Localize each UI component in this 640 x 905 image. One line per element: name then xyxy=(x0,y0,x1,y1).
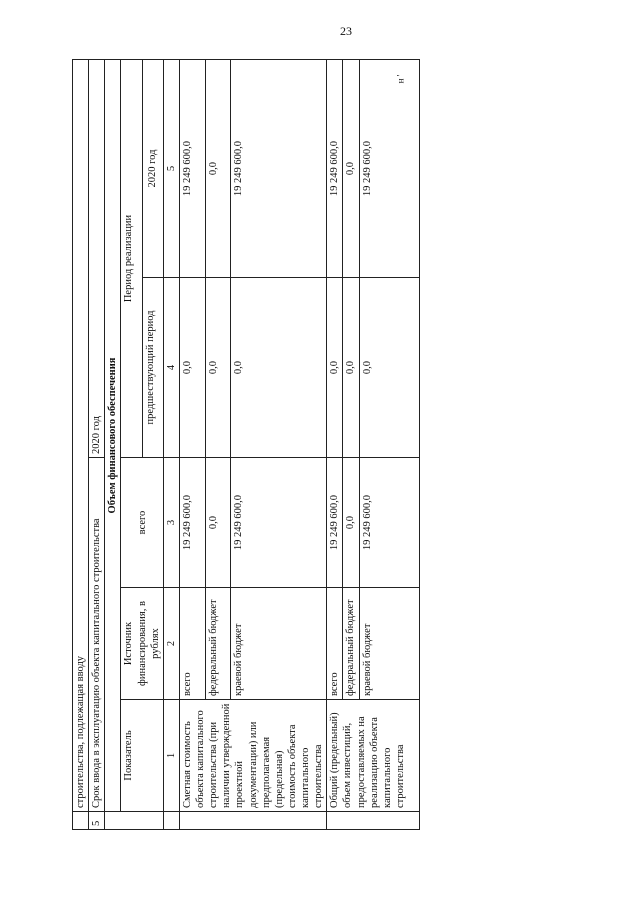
corner-mark: н ' xyxy=(395,74,406,84)
financing-header: Объем финансового обеспечения xyxy=(105,60,121,812)
previous-cell: 0,0 xyxy=(179,278,205,458)
indicator-cell: Сметная стоимость объекта капитального строительства (при наличии утвержденной проектной документации) или предполагаемая (предельная) стоимость объекта капитального строительства xyxy=(179,700,326,812)
source-cell: краевой бюджет xyxy=(359,588,419,700)
source-cell: краевой бюджет xyxy=(231,588,327,700)
year-cell: 0,0 xyxy=(343,60,359,278)
row-label: Срок ввода в эксплуатацию объекта капитального строительства xyxy=(89,458,105,812)
row-num: 5 xyxy=(89,812,105,830)
col-number: 3 xyxy=(163,458,179,588)
header-previous: предшествующий период xyxy=(142,278,163,458)
source-cell: федеральный бюджет xyxy=(205,588,231,700)
previous-cell: 0,0 xyxy=(359,278,419,458)
table-row xyxy=(105,60,121,830)
previous-cell: 0,0 xyxy=(327,278,343,458)
source-cell: федеральный бюджет xyxy=(343,588,359,700)
header-indicator: Показатель xyxy=(121,700,163,812)
header-period: Период реализации xyxy=(121,60,142,458)
year-cell: 0,0 xyxy=(205,60,231,278)
table-row xyxy=(327,60,343,830)
total-cell: 19 249 600,0 xyxy=(231,458,327,588)
total-cell: 19 249 600,0 xyxy=(359,458,419,588)
total-cell: 0,0 xyxy=(205,458,231,588)
header-total: всего xyxy=(121,458,163,588)
year-cell: 19 249 600,0 xyxy=(327,60,343,278)
table-row xyxy=(179,60,205,830)
previous-cell: 0,0 xyxy=(343,278,359,458)
total-cell: 19 249 600,0 xyxy=(327,458,343,588)
total-cell: 19 249 600,0 xyxy=(179,458,205,588)
header-year: 2020 год xyxy=(142,60,163,278)
source-cell: всего xyxy=(327,588,343,700)
page-number: 23 xyxy=(340,24,352,38)
col-number: 1 xyxy=(163,700,179,812)
table-row xyxy=(73,60,89,830)
total-cell: 0,0 xyxy=(343,458,359,588)
row-label: строительства, подлежащая вводу xyxy=(73,60,89,812)
header-source: Источник финансирования, в рублях xyxy=(121,588,163,700)
row-num xyxy=(73,812,89,830)
row-value: 2020 год xyxy=(89,60,105,458)
col-number: 2 xyxy=(163,588,179,700)
table-row xyxy=(89,60,105,830)
previous-cell: 0,0 xyxy=(205,278,231,458)
col-number: 4 xyxy=(163,278,179,458)
indicator-cell: Общий (предельный) объем инвестиций, предоставляемых на реализацию объекта капитального строительства xyxy=(327,700,419,812)
source-cell: всего xyxy=(179,588,205,700)
table-header-row xyxy=(121,60,142,830)
previous-cell: 0,0 xyxy=(231,278,327,458)
year-cell: 19 249 600,0 xyxy=(179,60,205,278)
col-number: 5 xyxy=(163,60,179,278)
year-cell: 19 249 600,0 xyxy=(359,60,419,278)
year-cell: 19 249 600,0 xyxy=(231,60,327,278)
rotated-table-container xyxy=(72,60,406,830)
column-numbers-row xyxy=(163,60,179,830)
financing-table xyxy=(72,59,420,830)
